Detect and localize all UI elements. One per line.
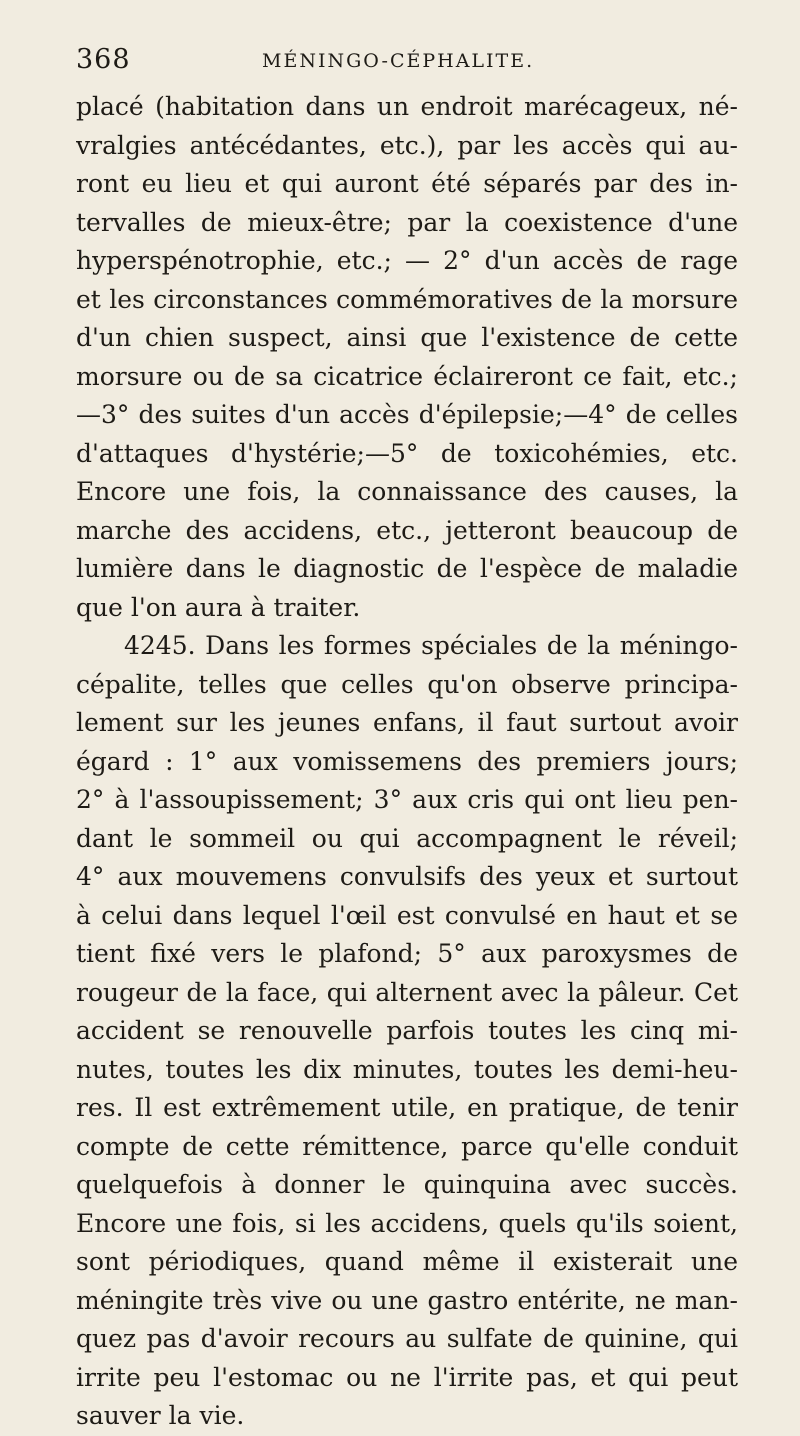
text-line: compte de cette rémittence, parce qu'elle conduit	[76, 1131, 738, 1161]
text-line: hyperspénotrophie, etc.; — 2° d'un accès de rage	[76, 246, 738, 275]
text-line: vralgies antécédantes, etc.), par les accès qui au-	[76, 130, 738, 160]
text-line: quelquefois à donner le quinquina avec succès.	[76, 1170, 738, 1199]
text-line: tervalles de mieux-être; par la coexistence d'une	[76, 207, 738, 237]
body-text	[76, 88, 738, 1436]
text-line: cépalite, telles que celles qu'on observe principa-	[76, 669, 738, 699]
text-line: tient fixé vers le plafond; 5° aux paroxysmes de	[76, 939, 738, 968]
text-line: rougeur de la face, qui alternent avec la pâleur. Cet	[76, 977, 738, 1007]
text-line: nutes, toutes les dix minutes, toutes les demi-heu-	[76, 1054, 738, 1084]
text-line: Encore une fois, la connaissance des causes, la	[76, 477, 738, 506]
text-line: —3° des suites d'un accès d'épilepsie;—4° de celles	[76, 400, 738, 429]
page-header	[76, 44, 736, 84]
text-line: dant le sommeil ou qui accompagnent le réveil;	[76, 823, 738, 853]
text-line: accident se renouvelle parfois toutes les cinq mi-	[76, 1016, 738, 1045]
text-line: 4245. Dans les formes spéciales de la méningo-	[124, 631, 738, 660]
text-line: méningite très vive ou une gastro entérite, ne man-	[76, 1285, 738, 1315]
text-line: res. Il est extrêmement utile, en pratique, de tenir	[76, 1093, 738, 1122]
text-line: lumière dans le diagnostic de l'espèce de maladie	[76, 554, 738, 583]
text-line: d'un chien suspect, ainsi que l'existence de cette	[76, 323, 738, 352]
text-line: morsure ou de sa cicatrice éclaireront ce fait, etc.;	[76, 361, 738, 391]
text-line: et les circonstances commémoratives de la morsure	[76, 284, 738, 314]
text-line: que l'on aura à traiter.	[76, 592, 361, 622]
text-line: quez pas d'avoir recours au sulfate de quinine, qui	[76, 1324, 738, 1353]
page-number: 368	[76, 44, 131, 75]
running-title: MÉNINGO-CÉPHALITE.	[262, 50, 535, 72]
text-line: irrite peu l'estomac ou ne l'irrite pas, et qui peut	[76, 1362, 738, 1392]
text-line: sauver la vie.	[76, 1401, 245, 1430]
text-line: d'attaques d'hystérie;—5° de toxicohémies, etc.	[76, 438, 738, 468]
text-line: marche des accidens, etc., jetteront beaucoup de	[76, 515, 738, 545]
text-line: ront eu lieu et qui auront été séparés par des in-	[76, 169, 738, 198]
text-line: à celui dans lequel l'œil est convulsé en haut et se	[76, 900, 738, 930]
text-line: lement sur les jeunes enfans, il faut surtout avoir	[76, 708, 738, 737]
text-line: sont périodiques, quand même il existerait une	[76, 1247, 738, 1276]
text-line: égard : 1° aux vomissemens des premiers jours;	[76, 746, 738, 776]
text-line: Encore une fois, si les accidens, quels qu'ils soient,	[76, 1208, 738, 1238]
text-line: placé (habitation dans un endroit marécageux, né-	[76, 92, 738, 121]
text-line: 2° à l'assoupissement; 3° aux cris qui ont lieu pen-	[76, 785, 738, 814]
text-line: 4° aux mouvemens convulsifs des yeux et surtout	[76, 862, 738, 891]
